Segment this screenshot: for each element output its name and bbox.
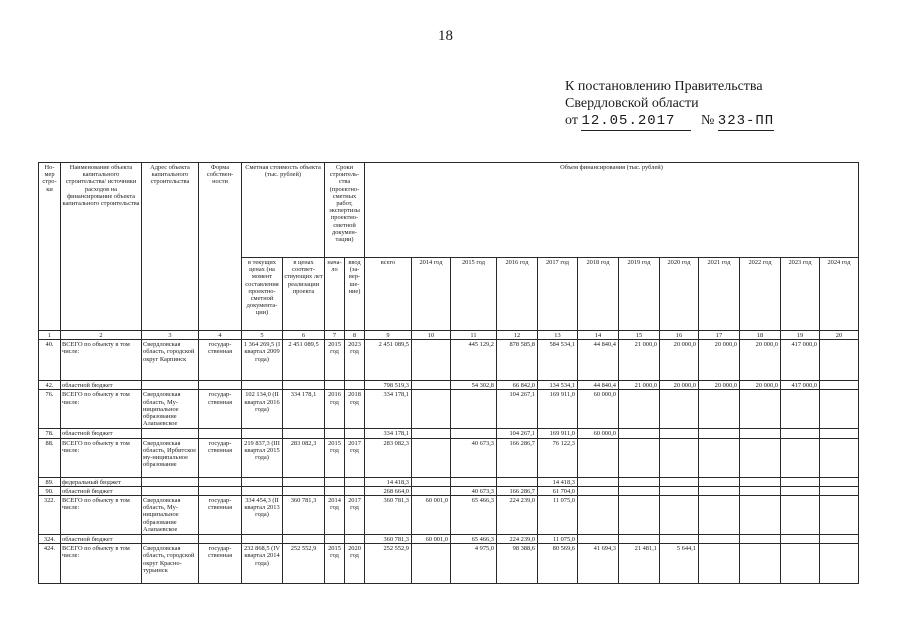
funding-year-value: 11 075,0: [538, 496, 578, 535]
funding-year-value: 20 000,0: [660, 340, 699, 381]
header-year: 2020 год: [660, 258, 699, 331]
object-address: Свердловская область, городской округ Карпинск: [142, 340, 199, 381]
cost-forecast: 334 178,1: [283, 390, 325, 429]
funding-year-value: 134 534,1: [538, 381, 578, 390]
header-year: 2014 год: [412, 258, 451, 331]
header-ownership: Форма собствен-ности: [199, 163, 242, 331]
funding-year-value: 5 644,1: [660, 544, 699, 584]
object-name: ВСЕГО по объекту в том числе:: [61, 340, 142, 381]
term-end: 2017 год: [345, 496, 365, 535]
ownership: государ-ственная: [199, 496, 242, 535]
table-row: [39, 477, 859, 486]
funding-year-value: [619, 486, 660, 495]
funding-year-value: [781, 429, 820, 438]
term-start: [325, 429, 345, 438]
column-number: 20: [820, 331, 859, 340]
header-term-end: ввод (за-вер-ше-ние): [345, 258, 365, 331]
funding-year-value: 11 075,0: [538, 535, 578, 544]
funding-year-value: [578, 486, 619, 495]
funding-year-value: [578, 535, 619, 544]
funding-year-value: [781, 535, 820, 544]
funding-year-value: [781, 486, 820, 495]
funding-total: 2 451 089,5: [365, 340, 412, 381]
column-number: 18: [740, 331, 781, 340]
cost-forecast: 283 082,3: [283, 438, 325, 477]
object-address: [142, 381, 199, 390]
object-name: областной бюджет: [61, 535, 142, 544]
funding-year-value: 98 388,6: [497, 544, 538, 584]
funding-year-value: [660, 496, 699, 535]
header-year: 2021 год: [699, 258, 740, 331]
ownership: [199, 486, 242, 495]
header-row-num: Но-мер стро-ки: [39, 163, 61, 331]
table-body: [39, 340, 859, 584]
funding-year-value: [699, 496, 740, 535]
funding-year-value: [451, 477, 497, 486]
decree-date: 12.05.2017: [581, 113, 691, 131]
funding-year-value: 878 585,8: [497, 340, 538, 381]
row-number: 90.: [39, 486, 61, 495]
column-number: 14: [578, 331, 619, 340]
header-year: 2022 год: [740, 258, 781, 331]
funding-year-value: [660, 429, 699, 438]
funding-year-value: [619, 390, 660, 429]
cost-forecast: 2 451 089,5: [283, 340, 325, 381]
funding-year-value: 65 466,3: [451, 496, 497, 535]
funding-year-value: [820, 390, 859, 429]
ownership: [199, 429, 242, 438]
column-number: 13: [538, 331, 578, 340]
funding-year-value: 20 000,0: [740, 381, 781, 390]
table-row: [39, 496, 859, 535]
row-number: 42.: [39, 381, 61, 390]
column-number-row: [39, 331, 859, 340]
funding-total: 283 082,3: [365, 438, 412, 477]
funding-year-value: 61 704,0: [538, 486, 578, 495]
funding-year-value: 445 129,2: [451, 340, 497, 381]
funding-year-value: [578, 438, 619, 477]
cost-current: 232 868,5 (IV квартал 2014 года): [242, 544, 283, 584]
funding-total: 360 781,3: [365, 535, 412, 544]
term-start: 2015 год: [325, 438, 345, 477]
funding-year-value: [412, 477, 451, 486]
header-cost-current: в текущих ценах (на момент составления проектно-сметной документа-ции): [242, 258, 283, 331]
term-start: 2016 год: [325, 390, 345, 429]
funding-year-value: [740, 486, 781, 495]
funding-year-value: [412, 340, 451, 381]
funding-total: 14 418,3: [365, 477, 412, 486]
column-number: 5: [242, 331, 283, 340]
financing-table: [38, 162, 859, 584]
row-number: 88.: [39, 438, 61, 477]
column-number: 1: [39, 331, 61, 340]
table-row: [39, 544, 859, 584]
row-number: 322.: [39, 496, 61, 535]
object-address: [142, 486, 199, 495]
funding-year-value: 14 418,3: [538, 477, 578, 486]
funding-year-value: 20 000,0: [699, 381, 740, 390]
funding-year-value: 60 001,0: [412, 535, 451, 544]
term-end: [345, 535, 365, 544]
ownership: государ-ственная: [199, 544, 242, 584]
column-number: 15: [619, 331, 660, 340]
funding-year-value: 40 673,3: [451, 438, 497, 477]
funding-year-value: [660, 477, 699, 486]
row-number: 89.: [39, 477, 61, 486]
cost-forecast: 360 781,3: [283, 496, 325, 535]
funding-year-value: [740, 429, 781, 438]
funding-year-value: 417 000,0: [781, 340, 820, 381]
funding-year-value: [578, 496, 619, 535]
table-row: [39, 381, 859, 390]
funding-year-value: 54 302,8: [451, 381, 497, 390]
funding-year-value: 21 481,1: [619, 544, 660, 584]
funding-year-value: [740, 390, 781, 429]
funding-year-value: 60 000,0: [578, 390, 619, 429]
funding-year-value: [451, 390, 497, 429]
object-name: ВСЕГО по объекту в том числе:: [61, 544, 142, 584]
funding-year-value: [412, 544, 451, 584]
funding-year-value: 104 267,1: [497, 429, 538, 438]
object-name: областной бюджет: [61, 486, 142, 495]
funding-total: 360 781,3: [365, 496, 412, 535]
funding-year-value: [412, 390, 451, 429]
object-address: Свердловская область, городской округ Красно-турьинск: [142, 544, 199, 584]
date-prefix: от: [565, 113, 578, 128]
funding-year-value: 20 000,0: [740, 340, 781, 381]
funding-year-value: [820, 381, 859, 390]
funding-year-value: [578, 477, 619, 486]
funding-year-value: [412, 438, 451, 477]
funding-year-value: [660, 486, 699, 495]
object-address: Свердловская область, Ирбитское му-ниципальное образование: [142, 438, 199, 477]
column-number: 19: [781, 331, 820, 340]
funding-year-value: [412, 486, 451, 495]
funding-year-value: 104 267,1: [497, 390, 538, 429]
funding-year-value: [619, 429, 660, 438]
cost-forecast: [283, 477, 325, 486]
funding-total: 798 519,3: [365, 381, 412, 390]
term-start: [325, 535, 345, 544]
term-end: 2017 год: [345, 438, 365, 477]
funding-year-value: [619, 438, 660, 477]
decree-number: 323-ПП: [717, 113, 775, 129]
cost-current: 1 364 269,5 (I квартал 2009 года): [242, 340, 283, 381]
table-row: [39, 486, 859, 495]
term-end: [345, 477, 365, 486]
funding-year-value: 66 842,0: [497, 381, 538, 390]
funding-year-value: [699, 390, 740, 429]
table-row: [39, 438, 859, 477]
funding-year-value: [781, 390, 820, 429]
funding-year-value: [820, 535, 859, 544]
funding-year-value: 21 000,0: [619, 340, 660, 381]
column-number: 12: [497, 331, 538, 340]
table-row: [39, 340, 859, 381]
funding-total: 268 664,0: [365, 486, 412, 495]
funding-year-value: [820, 496, 859, 535]
funding-year-value: [699, 477, 740, 486]
table-row: [39, 429, 859, 438]
column-number: 3: [142, 331, 199, 340]
header-name: Наименование объекта капитального строительства/ источники расходов на финансирование объекта капитального строительства: [61, 163, 142, 331]
cost-current: 219 837,3 (III квартал 2015 года): [242, 438, 283, 477]
funding-year-value: [451, 429, 497, 438]
funding-year-value: 584 534,1: [538, 340, 578, 381]
funding-year-value: 44 840,4: [578, 340, 619, 381]
ownership: [199, 535, 242, 544]
header-year: 2019 год: [619, 258, 660, 331]
header-cost-forecast: в ценах соответ-ствующих лет реализации проекта: [283, 258, 325, 331]
column-number: 7: [325, 331, 345, 340]
funding-year-value: 44 840,4: [578, 381, 619, 390]
funding-year-value: [781, 477, 820, 486]
funding-year-value: [820, 438, 859, 477]
funding-year-value: 166 286,7: [497, 486, 538, 495]
ownership: государ-ственная: [199, 438, 242, 477]
number-prefix: №: [700, 113, 715, 128]
funding-year-value: [820, 486, 859, 495]
funding-year-value: 21 000,0: [619, 381, 660, 390]
funding-year-value: [820, 544, 859, 584]
object-name: ВСЕГО по объекту в том числе:: [61, 438, 142, 477]
funding-year-value: 41 694,3: [578, 544, 619, 584]
object-name: ВСЕГО по объекту в том числе:: [61, 496, 142, 535]
header-year: 2015 год: [451, 258, 497, 331]
funding-total: 334 178,1: [365, 390, 412, 429]
cost-forecast: [283, 535, 325, 544]
row-number: 76.: [39, 390, 61, 429]
object-address: Свердловская область, Му-ниципальное образование Алапаевское: [142, 496, 199, 535]
header-terms-group: Сроки строитель-ства (проектно-сметных работ, экспертизы проектно-сметной докумен-тации): [325, 163, 365, 258]
funding-year-value: [820, 429, 859, 438]
object-address: Свердловская область, Му-ниципальное образование Алапаевское: [142, 390, 199, 429]
header-year: 2024 год: [820, 258, 859, 331]
object-address: [142, 429, 199, 438]
term-start: [325, 486, 345, 495]
column-number: 17: [699, 331, 740, 340]
ownership: государ-ственная: [199, 340, 242, 381]
funding-total: 334 178,1: [365, 429, 412, 438]
term-end: [345, 486, 365, 495]
object-name: областной бюджет: [61, 429, 142, 438]
term-end: [345, 381, 365, 390]
funding-total: 252 552,9: [365, 544, 412, 584]
funding-year-value: 169 911,0: [538, 390, 578, 429]
object-name: областной бюджет: [61, 381, 142, 390]
term-end: 2020 год: [345, 544, 365, 584]
funding-year-value: [619, 496, 660, 535]
funding-year-value: 166 286,7: [497, 438, 538, 477]
column-number: 8: [345, 331, 365, 340]
funding-year-value: [699, 429, 740, 438]
funding-year-value: [699, 535, 740, 544]
funding-year-value: [740, 438, 781, 477]
funding-year-value: [781, 438, 820, 477]
funding-year-value: 224 239,0: [497, 535, 538, 544]
funding-year-value: [781, 496, 820, 535]
page-number: 18: [438, 28, 453, 44]
cost-forecast: [283, 486, 325, 495]
funding-year-value: [781, 544, 820, 584]
term-start: 2014 год: [325, 496, 345, 535]
column-number: 16: [660, 331, 699, 340]
funding-year-value: 4 975,0: [451, 544, 497, 584]
ownership: [199, 381, 242, 390]
row-number: 324.: [39, 535, 61, 544]
object-address: [142, 477, 199, 486]
funding-year-value: [619, 477, 660, 486]
ownership: государ-ственная: [199, 390, 242, 429]
funding-year-value: [412, 381, 451, 390]
funding-year-value: 169 911,0: [538, 429, 578, 438]
column-number: 11: [451, 331, 497, 340]
header-cost-group: Сметная стоимость объекта (тыс. рублей): [242, 163, 325, 258]
term-end: 2018 год: [345, 390, 365, 429]
cost-forecast: [283, 429, 325, 438]
decree-reference: [565, 78, 774, 131]
ownership: [199, 477, 242, 486]
funding-year-value: [740, 535, 781, 544]
cost-current: 334 454,3 (II квартал 2013 года): [242, 496, 283, 535]
funding-year-value: [740, 544, 781, 584]
header-year: 2017 год: [538, 258, 578, 331]
object-name: ВСЕГО по объекту в том числе:: [61, 390, 142, 429]
cost-forecast: 252 552,9: [283, 544, 325, 584]
funding-year-value: 60 000,0: [578, 429, 619, 438]
funding-year-value: [619, 535, 660, 544]
column-number: 2: [61, 331, 142, 340]
cost-current: [242, 381, 283, 390]
funding-year-value: 224 239,0: [497, 496, 538, 535]
funding-year-value: [660, 390, 699, 429]
term-start: 2015 год: [325, 340, 345, 381]
funding-year-value: [820, 477, 859, 486]
funding-year-value: [740, 477, 781, 486]
funding-year-value: 76 122,3: [538, 438, 578, 477]
funding-year-value: [740, 496, 781, 535]
funding-year-value: [699, 544, 740, 584]
funding-year-value: 60 001,0: [412, 496, 451, 535]
cost-forecast: [283, 381, 325, 390]
term-end: [345, 429, 365, 438]
funding-year-value: 65 466,3: [451, 535, 497, 544]
funding-year-value: [820, 340, 859, 381]
row-number: 40.: [39, 340, 61, 381]
row-number: 78.: [39, 429, 61, 438]
header-funding-group: Объем финансирования (тыс. рублей): [365, 163, 859, 258]
header-term-start: нача-ло: [325, 258, 345, 331]
object-address: [142, 535, 199, 544]
funding-year-value: 20 000,0: [699, 340, 740, 381]
header-address: Адрес объекта капитального строительства: [142, 163, 199, 331]
cost-current: 102 134,0 (II квартал 2016 года): [242, 390, 283, 429]
header-year: 2018 год: [578, 258, 619, 331]
funding-year-value: [699, 486, 740, 495]
funding-year-value: [660, 438, 699, 477]
decree-line-3: [565, 112, 774, 131]
decree-line-1: К постановлению Правительства: [565, 79, 763, 94]
term-end: 2023 год: [345, 340, 365, 381]
cost-current: [242, 535, 283, 544]
cost-current: [242, 477, 283, 486]
header-year: 2023 год: [781, 258, 820, 331]
column-number: 9: [365, 331, 412, 340]
table-row: [39, 390, 859, 429]
table-row: [39, 535, 859, 544]
funding-year-value: 80 569,6: [538, 544, 578, 584]
header-total: всего: [365, 258, 412, 331]
column-number: 4: [199, 331, 242, 340]
funding-year-value: [497, 477, 538, 486]
funding-year-value: 417 000,0: [781, 381, 820, 390]
decree-line-2: Свердловской области: [565, 96, 699, 111]
funding-year-value: [660, 535, 699, 544]
cost-current: [242, 429, 283, 438]
funding-year-value: [699, 438, 740, 477]
funding-year-value: [412, 429, 451, 438]
term-start: 2015 год: [325, 544, 345, 584]
funding-year-value: 40 673,3: [451, 486, 497, 495]
cost-current: [242, 486, 283, 495]
column-number: 10: [412, 331, 451, 340]
column-number: 6: [283, 331, 325, 340]
row-number: 424.: [39, 544, 61, 584]
term-start: [325, 477, 345, 486]
funding-year-value: 20 000,0: [660, 381, 699, 390]
object-name: федеральный бюджет: [61, 477, 142, 486]
header-year: 2016 год: [497, 258, 538, 331]
term-start: [325, 381, 345, 390]
